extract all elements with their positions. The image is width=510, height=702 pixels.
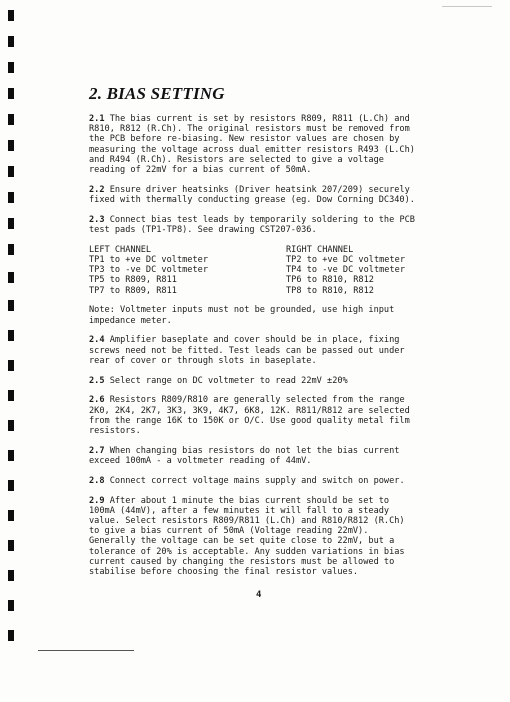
- paragraph-2-9: [89, 496, 449, 578]
- binding-mark: [8, 480, 14, 491]
- binding-mark: [8, 36, 14, 47]
- binding-mark: [8, 192, 14, 203]
- document-body: [89, 84, 449, 587]
- left-channel-line: TP1 to +ve DC voltmeter: [89, 255, 208, 266]
- binding-mark: [8, 88, 14, 99]
- right-channel-column: [286, 245, 405, 296]
- bottom-edge-rule: [38, 650, 134, 651]
- left-channel-line: TP5 to R809, R811: [89, 275, 177, 286]
- left-channel-line: TP3 to -ve DC voltmeter: [89, 265, 208, 276]
- paragraph-text: Ensure driver heatsinks (Driver heatsink 207/209) securely fixed with thermally conducting grease (eg. Dow Corning DC340).: [89, 184, 415, 206]
- top-edge-rule: [442, 6, 492, 7]
- paragraph-number: 2.3: [89, 214, 105, 225]
- paragraph-2-6: [89, 395, 449, 436]
- binding-mark: [8, 114, 14, 125]
- paragraph-2-7: [89, 446, 449, 466]
- section-heading: 2. BIAS SETTING: [89, 84, 225, 103]
- binding-mark: [8, 330, 14, 341]
- paragraph-2-2: [89, 185, 449, 205]
- binding-mark: [8, 510, 14, 521]
- paragraph-number: 2.8: [89, 475, 105, 486]
- binding-mark: [8, 218, 14, 229]
- binding-mark: [8, 10, 14, 21]
- paragraph-number: 2.1: [89, 114, 105, 124]
- paragraph-text: After about 1 minute the bias current should be set to 100mA (44mV), after a few minutes it will fall to a steady value. Select resistors R809/R811 (L.Ch) and R810/R812 (R.Ch) to give a bias current of 50mA (Voltage reading 22mV). Generally the voltage can be set quite close to 22mV, but a tolerance of 20% is acceptable. Any sudden variations in bias current caused by changing the resistors must be allowed to stabilise before choosing the final resistor values.: [89, 495, 405, 578]
- binding-mark: [8, 450, 14, 461]
- paragraph-text: The bias current is set by resistors R809, R811 (L.Ch) and R810, R812 (R.Ch). The original resistors must be removed from the PCB before re-biasing. New resistor values are chosen by measuring the voltage across dual emitter resistors R493 (L.Ch) and R494 (R.Ch). Resistors are selected to give a voltage reading of 22mV for a bias current of 50mA.: [89, 114, 415, 176]
- paragraph-2-5: [89, 376, 449, 386]
- binding-mark: [8, 570, 14, 581]
- right-channel-line: TP6 to R810, R812: [286, 275, 374, 286]
- paragraph-2-1: [89, 114, 449, 175]
- binding-mark: [8, 390, 14, 401]
- channel-connections: [89, 245, 449, 296]
- binding-margin-marks: [0, 0, 30, 702]
- paragraph-number: 2.7: [89, 445, 105, 456]
- paragraph-number: 2.4: [89, 335, 105, 346]
- binding-mark: [8, 140, 14, 151]
- paragraph-text: Connect correct voltage mains supply and switch on power.: [109, 475, 405, 486]
- binding-mark: [8, 600, 14, 611]
- right-channel-line: TP4 to -ve DC voltmeter: [286, 265, 405, 276]
- binding-mark: [8, 360, 14, 371]
- left-channel-line: TP7 to R809, R811: [89, 285, 177, 296]
- paragraph-number: 2.2: [89, 184, 105, 195]
- paragraph-number: 2.9: [89, 495, 105, 506]
- paragraph-2-4: [89, 335, 449, 366]
- binding-mark: [8, 630, 14, 641]
- left-channel-column: [89, 245, 286, 296]
- page-number: 4: [256, 590, 262, 600]
- paragraph-number: 2.6: [89, 395, 105, 406]
- paragraph-text: When changing bias resistors do not let the bias current exceed 100mA - a voltmeter reading of 44mV.: [89, 445, 400, 467]
- paragraph-2-3: [89, 215, 449, 235]
- binding-mark: [8, 272, 14, 283]
- binding-mark: [8, 166, 14, 177]
- binding-mark: [8, 540, 14, 551]
- voltmeter-note: Note: Voltmeter inputs must not be grounded, use high input impedance meter.: [89, 305, 395, 326]
- binding-mark: [8, 62, 14, 73]
- paragraph-2-8: [89, 476, 449, 486]
- paragraph-text: Resistors R809/R810 are generally selected from the range 2K0, 2K4, 2K7, 3K3, 3K9, 4K7, 6K8, 12K. R811/R812 are selected from the range 16K to 150K or O/C. Use good quality metal film resistors.: [89, 395, 410, 437]
- paragraph-text: Select range on DC voltmeter to read 22mV ±20%: [109, 375, 348, 386]
- binding-mark: [8, 420, 14, 431]
- paragraph-text: Connect bias test leads by temporarily soldering to the PCB test pads (TP1-TP8). See drawing CST207-036.: [89, 214, 415, 236]
- right-channel-line: TP8 to R810, R812: [286, 285, 374, 296]
- left-channel-title: LEFT CHANNEL: [89, 244, 152, 255]
- right-channel-title: RIGHT CHANNEL: [286, 244, 354, 255]
- paragraph-text: Amplifier baseplate and cover should be in place, fixing screws need not be fitted. Test leads can be passed out under rear of cover or through slots in baseplate.: [89, 335, 405, 366]
- paragraph-number: 2.5: [89, 375, 105, 386]
- binding-mark: [8, 244, 14, 255]
- right-channel-line: TP2 to +ve DC voltmeter: [286, 255, 405, 266]
- binding-mark: [8, 300, 14, 311]
